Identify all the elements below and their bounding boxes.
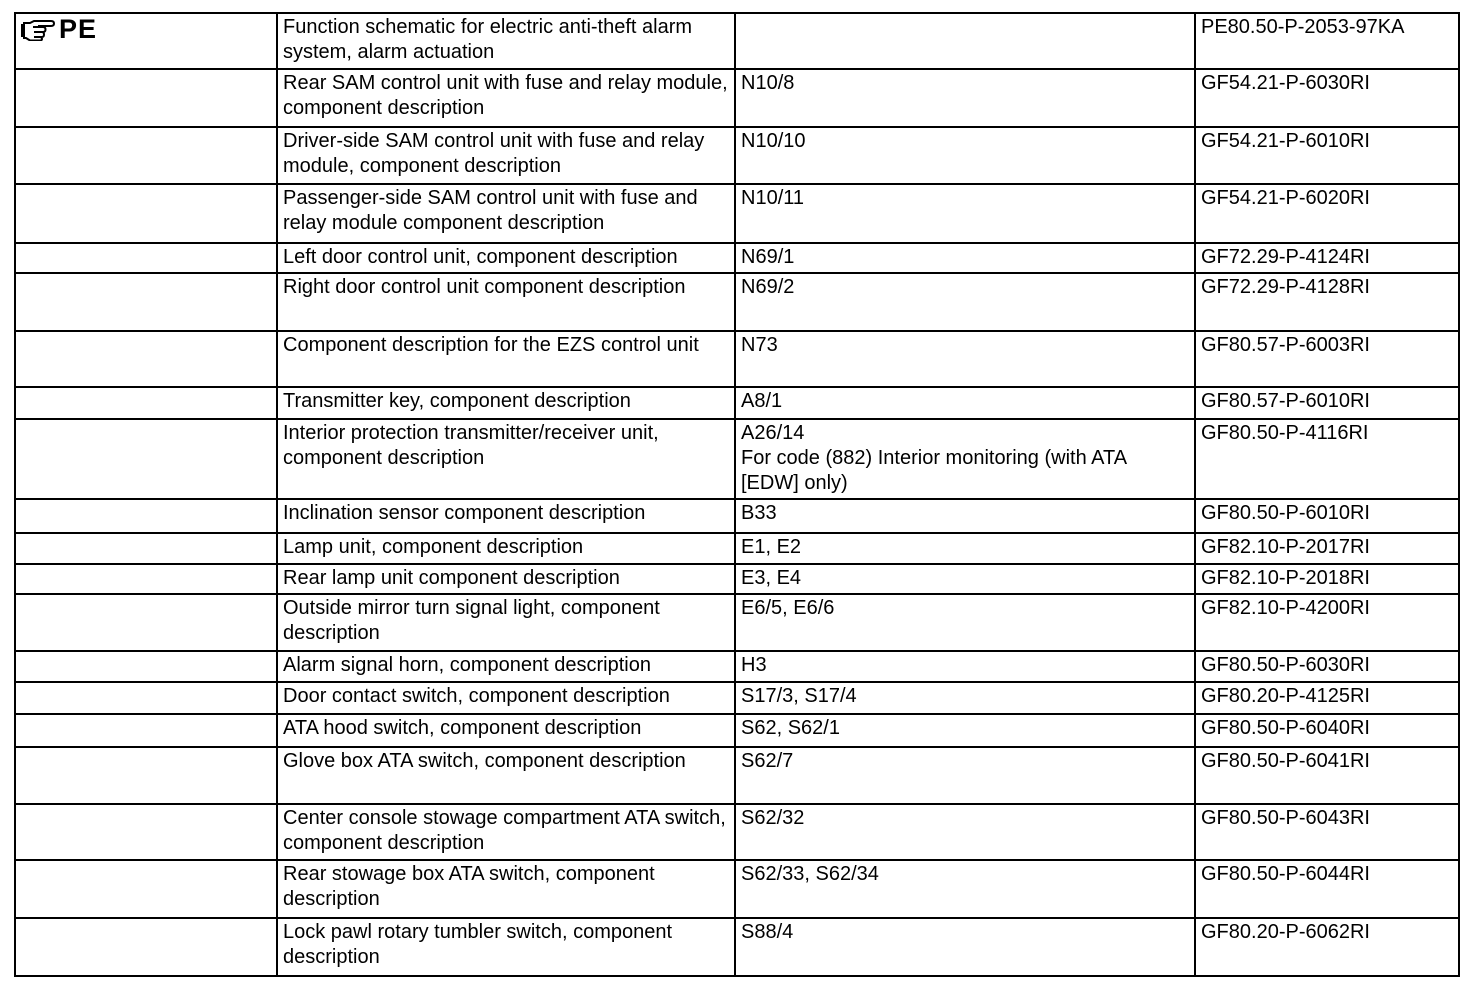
empty-cell [15, 184, 277, 243]
empty-cell [15, 419, 277, 499]
reference-cell: GF80.50-P-6043RI [1195, 804, 1459, 860]
empty-cell [15, 860, 277, 918]
component-cell [735, 594, 1195, 651]
table-row [15, 682, 1459, 714]
reference-cell: GF72.29-P-4128RI [1195, 273, 1459, 331]
reference-cell: GF80.50-P-6044RI [1195, 860, 1459, 918]
table-row [15, 714, 1459, 747]
header-document-cell: Function schematic for electric anti-theft alarm system, alarm actuation [277, 13, 735, 69]
document-cell: Center console stowage compartment ATA switch, component description [277, 804, 735, 860]
table-row [15, 564, 1459, 594]
table-row [15, 747, 1459, 804]
reference-table [14, 12, 1460, 977]
reference-cell: GF80.57-P-6010RI [1195, 387, 1459, 419]
component-cell [735, 184, 1195, 243]
component-cell [735, 69, 1195, 127]
header-component-cell [735, 13, 1195, 69]
table-row [15, 273, 1459, 331]
empty-cell [15, 331, 277, 387]
document-cell: Lamp unit, component description [277, 533, 735, 564]
reference-cell: GF82.10-P-2018RI [1195, 564, 1459, 594]
document-cell: Alarm signal horn, component description [277, 651, 735, 682]
document-cell: Component description for the EZS control unit [277, 331, 735, 387]
component-code: N73 [741, 334, 778, 356]
component-code: S62/33, S62/34 [741, 863, 879, 885]
reference-cell: GF54.21-P-6030RI [1195, 69, 1459, 127]
reference-cell: GF80.50-P-6041RI [1195, 747, 1459, 804]
component-code: N10/10 [741, 130, 806, 152]
pe-label [21, 15, 271, 43]
document-cell: Passenger-side SAM control unit with fuse and relay module component description [277, 184, 735, 243]
reference-cell: GF80.57-P-6003RI [1195, 331, 1459, 387]
table-row [15, 243, 1459, 273]
empty-cell [15, 747, 277, 804]
document-cell: Left door control unit, component description [277, 243, 735, 273]
table-row [15, 184, 1459, 243]
component-cell [735, 682, 1195, 714]
component-code: S62/32 [741, 807, 805, 829]
component-code: N69/1 [741, 246, 795, 268]
table-row [15, 860, 1459, 918]
component-code: S62, S62/1 [741, 717, 840, 739]
reference-cell: GF80.50-P-6010RI [1195, 499, 1459, 533]
empty-cell [15, 243, 277, 273]
empty-cell [15, 564, 277, 594]
component-cell [735, 273, 1195, 331]
reference-cell: GF80.50-P-6030RI [1195, 651, 1459, 682]
document-cell: Lock pawl rotary tumbler switch, component description [277, 918, 735, 976]
document-cell: Transmitter key, component description [277, 387, 735, 419]
component-code: S62/7 [741, 750, 794, 772]
document-cell: Interior protection transmitter/receiver unit, component description [277, 419, 735, 499]
reference-cell: GF54.21-P-6010RI [1195, 127, 1459, 184]
reference-cell: GF82.10-P-4200RI [1195, 594, 1459, 651]
document-cell: Rear lamp unit component description [277, 564, 735, 594]
component-code: A26/14 [741, 422, 805, 444]
empty-cell [15, 682, 277, 714]
component-code: H3 [741, 654, 767, 676]
component-cell [735, 860, 1195, 918]
pe-cell [15, 13, 277, 69]
empty-cell [15, 273, 277, 331]
component-cell [735, 243, 1195, 273]
reference-cell: GF80.50-P-6040RI [1195, 714, 1459, 747]
table-row [15, 651, 1459, 682]
component-cell [735, 747, 1195, 804]
component-cell [735, 804, 1195, 860]
component-cell [735, 918, 1195, 976]
component-code: N69/2 [741, 276, 795, 298]
component-code: S17/3, S17/4 [741, 685, 857, 707]
component-code: E6/5, E6/6 [741, 597, 835, 619]
pe-text: PE [59, 14, 98, 44]
table-row [15, 804, 1459, 860]
component-cell [735, 564, 1195, 594]
document-cell: Door contact switch, component description [277, 682, 735, 714]
table-row [15, 594, 1459, 651]
component-code: A8/1 [741, 390, 783, 412]
reference-cell: GF80.20-P-4125RI [1195, 682, 1459, 714]
table-row [15, 533, 1459, 564]
header-row [15, 13, 1459, 69]
empty-cell [15, 918, 277, 976]
table-row [15, 127, 1459, 184]
document-cell: Driver-side SAM control unit with fuse and relay module, component description [277, 127, 735, 184]
empty-cell [15, 387, 277, 419]
component-code: S88/4 [741, 921, 794, 943]
table-row [15, 499, 1459, 533]
component-cell [735, 331, 1195, 387]
component-code: E1, E2 [741, 536, 802, 558]
empty-cell [15, 804, 277, 860]
document-cell: ATA hood switch, component description [277, 714, 735, 747]
table-row [15, 69, 1459, 127]
reference-cell: GF54.21-P-6020RI [1195, 184, 1459, 243]
component-cell [735, 499, 1195, 533]
component-code: N10/11 [741, 187, 805, 209]
component-code: N10/8 [741, 72, 795, 94]
empty-cell [15, 594, 277, 651]
component-code: E3, E4 [741, 567, 802, 589]
document-cell: Glove box ATA switch, component description [277, 747, 735, 804]
table-body [15, 13, 1459, 976]
component-code: B33 [741, 502, 777, 524]
empty-cell [15, 714, 277, 747]
reference-cell: GF72.29-P-4124RI [1195, 243, 1459, 273]
component-cell [735, 651, 1195, 682]
component-note: For code (882) Interior monitoring (with ATA [EDW] only) [741, 447, 1126, 494]
header-reference-cell: PE80.50-P-2053-97KA [1195, 13, 1459, 69]
pointing-hand-icon [21, 19, 55, 41]
empty-cell [15, 127, 277, 184]
component-cell [735, 387, 1195, 419]
document-cell: Rear SAM control unit with fuse and relay module, component description [277, 69, 735, 127]
table-row [15, 419, 1459, 499]
empty-cell [15, 533, 277, 564]
table-row [15, 918, 1459, 976]
component-cell [735, 419, 1195, 499]
document-cell: Outside mirror turn signal light, component description [277, 594, 735, 651]
reference-cell: GF80.20-P-6062RI [1195, 918, 1459, 976]
component-cell [735, 533, 1195, 564]
table-row [15, 331, 1459, 387]
reference-cell: GF80.50-P-4116RI [1195, 419, 1459, 499]
empty-cell [15, 651, 277, 682]
reference-cell: GF82.10-P-2017RI [1195, 533, 1459, 564]
document-cell: Right door control unit component description [277, 273, 735, 331]
empty-cell [15, 499, 277, 533]
table-row [15, 387, 1459, 419]
component-cell [735, 127, 1195, 184]
document-cell: Inclination sensor component description [277, 499, 735, 533]
empty-cell [15, 69, 277, 127]
component-cell [735, 714, 1195, 747]
document-cell: Rear stowage box ATA switch, component description [277, 860, 735, 918]
